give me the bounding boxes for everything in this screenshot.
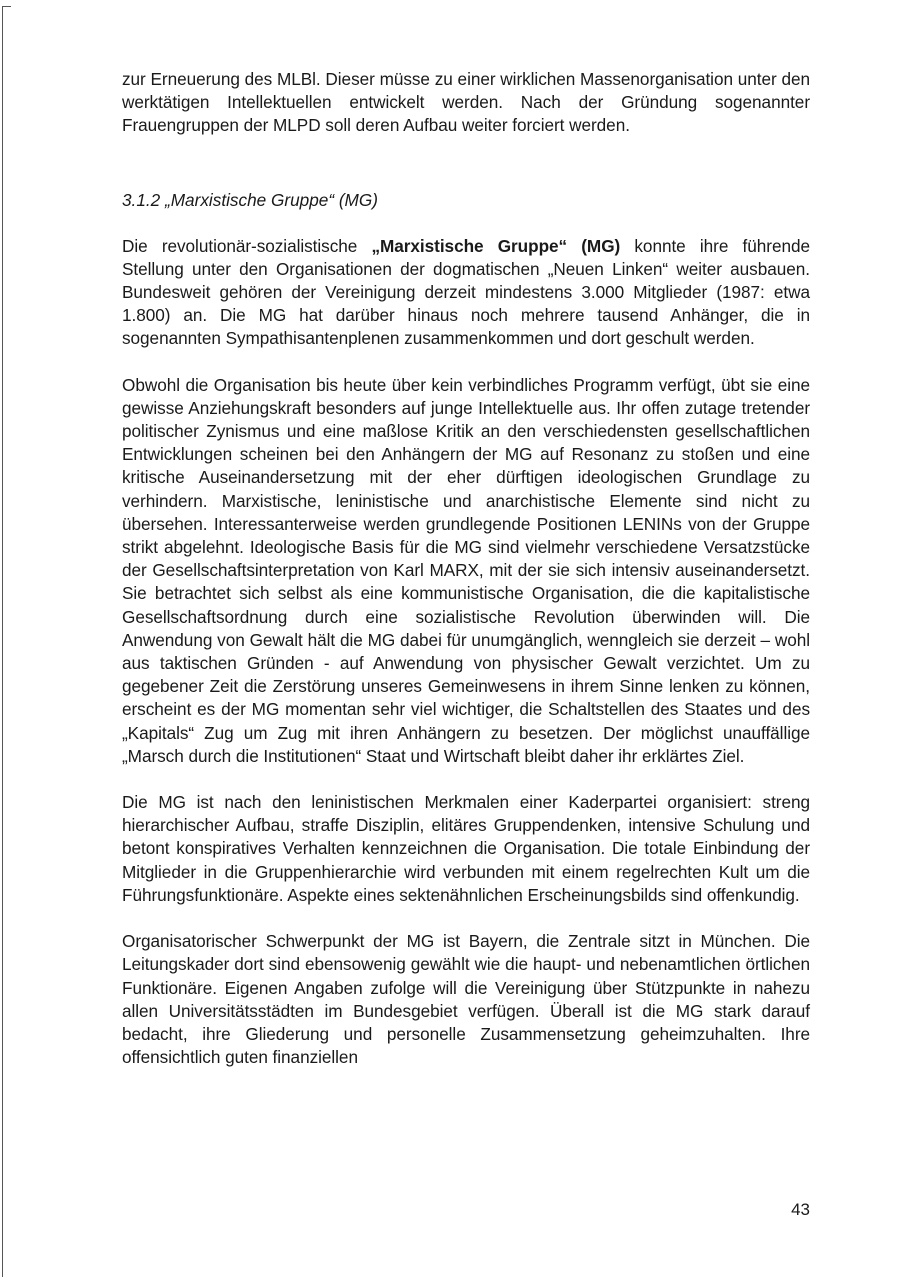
paragraph-mg-intro-rest: konnte ihre führende Stellung unter den Organisationen der dogmatischen „Neuen Linken“ weiter ausbauen. Bundesweit gehören der Vereinigung derzeit mindestens 3.000 Mitglieder (1987: etwa 1.800) an. Die MG hat darüber hinaus noch mehrere tausend Anhänger, die in sogenannten Sympathisantenplenen zusammenkommen und dort geschult werden. <box>122 235 810 349</box>
paragraph-mg-cadre-structure: Die MG ist nach den leninistischen Merkmalen einer Kaderpartei organisiert: streng hierarchischer Aufbau, straffe Disziplin, elitäres Gruppendenken, intensive Schulung und betont konspiratives Verhalten kennzeichnen die Organisation. Die totale Einbindung der Mitglieder in die Gruppenhierarchie wird verbunden mit einem regelrechten Kult um die Führungsfunktionäre. Aspekte eines sektenähnlichen Erscheinungsbilds sind offenkundig. <box>122 792 810 905</box>
organization-name-bold: „Marxistische Gruppe“ (MG) <box>371 235 621 256</box>
paragraph-mg-intro-start: Die revolutionär-sozialistische <box>122 235 372 256</box>
paragraph-mg-ideology: Obwohl die Organisation bis heute über kein verbindliches Programm verfügt, übt sie eine gewisse Anziehungskraft besonders auf junge Intellektuelle aus. Ihr offen zutage tretender politischer Zynismus und eine maßlose Kritik an den verschiedensten gesellschaftlichen Entwicklungen scheinen bei den Anhängern der MG auf Resonanz zu stoßen und eine kritische Auseinandersetzung mit der eher dürftigen ideologischen Grundlage zu verhindern. Marxistische, leninistische und anarchistische Elemente sind nicht zu übersehen. Interessanterweise werden grundlegende Positionen LENINs von der Gruppe strikt abgelehnt. Ideologische Basis für die MG sind vielmehr verschiedene Versatzstücke der Gesellschaftsinterpretation von Karl MARX, mit der sie sich intensiv auseinandersetzt. Sie betrachtet sich selbst als eine kommunistische Organisation, die die kapitalistische Gesellschaftsordnung durch eine sozialistische Revolution überwinden will. Die Anwendung von Gewalt hält die MG dabei für unumgänglich, wenngleich sie derzeit – wohl aus taktischen Gründen - auf Anwendung von physischer Gewalt verzichtet. Um zu gegebener Zeit die Zerstörung unseres Gemeinwesens in ihrem Sinne lenken zu können, erscheint es der MG momentan sehr viel wichtiger, die Schaltstellen des Staates und des „Kapitals“ Zug um Zug mit ihren Anhängern zu besetzen. Der möglichst unauffällige „Marsch durch die Institutionen“ Staat und Wirtschaft bleibt daher ihr erklärtes Ziel. <box>122 374 810 766</box>
paragraph-mg-introduction <box>122 235 810 351</box>
page-body <box>122 68 810 1069</box>
crop-mark <box>2 6 11 1277</box>
paragraph-mlbl-continuation: zur Erneuerung des MLBl. Dieser müsse zu einer wirklichen Massenorganisation unter den werktätigen Intellektuellen entwickelt werden. Nach der Gründung sogenannter Frauengruppen der MLPD soll deren Aufbau weiter forciert werden. <box>122 69 810 136</box>
page-number: 43 <box>791 1200 810 1219</box>
paragraph-mg-organization-bavaria: Organisatorischer Schwerpunkt der MG ist Bayern, die Zentrale sitzt in München. Die Leitungskader dort sind ebensowenig gewählt wie die haupt- und nebenamtlichen örtlichen Funktionäre. Eigenen Angaben zufolge will die Vereinigung über Stützpunkte in nahezu allen Universitätsstädten im Bundesgebiet verfügen. Überall ist die MG stark darauf bedacht, ihre Gliederung und personelle Zusammensetzung geheimzuhalten. Ihre offensichtlich guten finanziellen <box>122 931 810 1068</box>
section-heading-marxistische-gruppe: 3.1.2 „Marxistische Gruppe“ (MG) <box>122 189 378 210</box>
